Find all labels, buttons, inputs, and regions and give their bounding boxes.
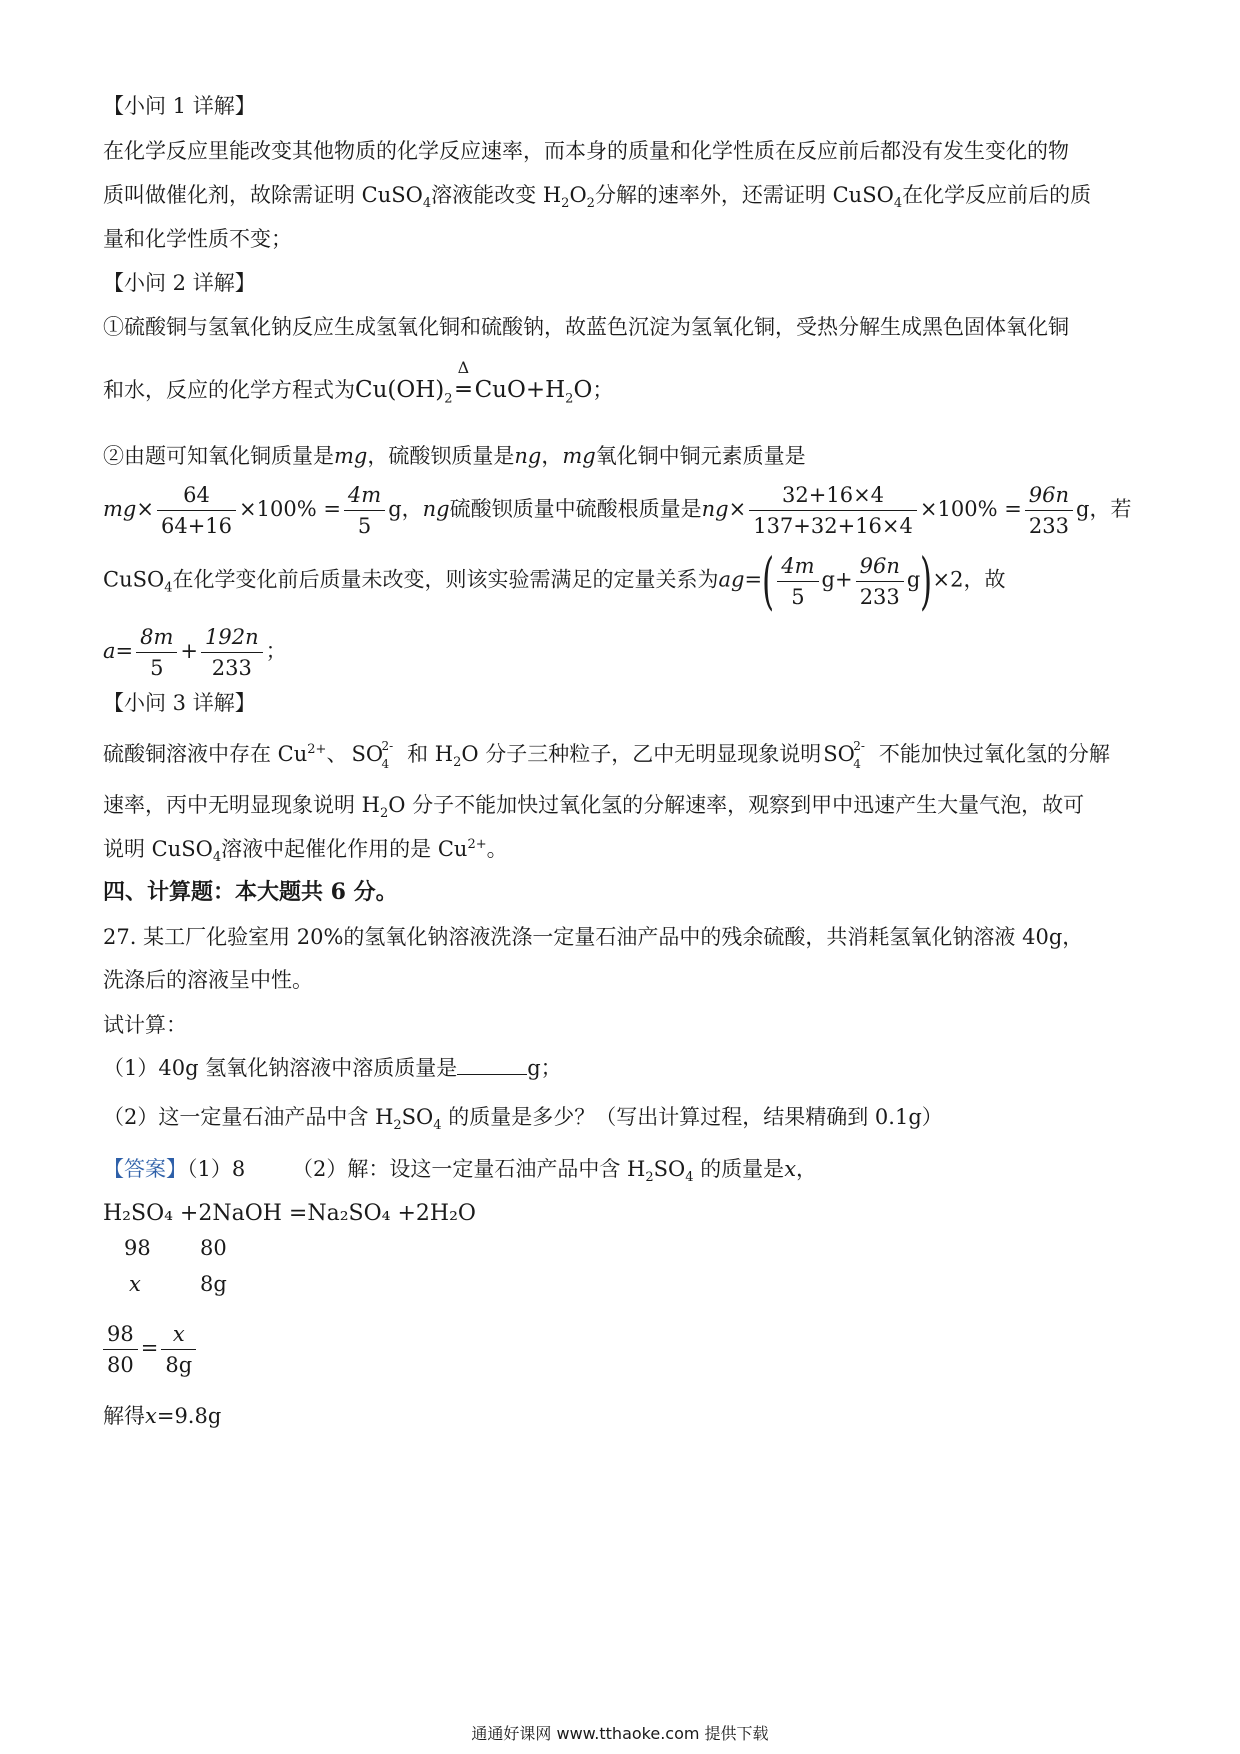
sub2-line3: ②由题可知氧化铜质量是mg，硫酸钡质量是ng，mg氧化铜中铜元素质量是 [103,444,806,468]
answer-line: 【答案】（1）8 （2）解：设这一定量石油产品中含 $H_2SO_4$ 的质量是x， [103,1157,818,1186]
answer-tag: 【答案】 [103,1157,187,1181]
sub1-line3: 量和化学性质不变； [103,227,292,251]
sub3-line3: 说明 CuSO$_4$溶液中起催化作用的是 $Cu^{2+}$。 [103,837,508,866]
sub2-relation-line: CuSO$_4$在化学变化前后质量未改变，则该实验需满足的定量关系为ag=( $\frac{4m}{5}$ g+ $\frac{96n}{233}$ g)×2，故 [103,544,1006,617]
fraction-4m-5: $\frac{4m}{5}$ [344,482,385,539]
fraction-96n-233: $\frac{96n}{233}$ [1025,482,1073,539]
q27-part1: （1）40g 氢氧化钠溶液中溶质质量是 g； [103,1056,562,1080]
sulfate-ion: SO 2- 4 [351,739,394,771]
known-8g: 8g [200,1272,227,1296]
sub2-line1: ①硫酸铜与氢氧化钠反应生成氢氧化铜和硫酸钠，故蓝色沉淀为氢氧化铜，受热分解生成黑色固体氧化铜 [103,315,1069,339]
q27-part2: （2）这一定量石油产品中含 $H_2SO_4$ 的质量是多少？（写出计算过程，结果精确到 0.1g） [103,1105,943,1134]
section-heading: 四、计算题：本大题共 6 分。 [103,879,398,905]
fraction-so4: $\frac{32+16\times 4}{137+32+16\times 4}$ [749,482,917,539]
molar-mass-h2so4: 98 [124,1236,151,1260]
answer-blank [457,1056,527,1075]
proportion: $\frac{98}{80}$ = $\frac{x}{8g}$ [100,1318,199,1378]
unknown-x: x [129,1272,141,1296]
sub1-line1: 在化学反应里能改变其他物质的化学反应速率，而本身的质量和化学性质在反应前后都没有发生变化的物 [103,139,1069,163]
sulfate-ion: SO 2- 4 [823,739,865,771]
sub1-line2: 质叫做催化剂，故除需证明 CuSO$_4$溶液能改变 $H_2O_2$分解的速率外，还需证明 CuSO$_4$在化学反应前后的质 [103,183,1092,212]
sub2-result-line: a= $\frac{8m}{5}$ + $\frac{192n}{233}$ ； [103,625,287,680]
sub3-line2: 速率，丙中无明显现象说明 $H_2O$ 分子不能加快过氧化氢的分解速率，观察到甲中迅速产生大量气泡，故可 [103,793,1085,822]
sub2-formula-line: mg× $\frac{64}{64+16}$ ×100% = $\frac{4m}{5}$ g，ng硫酸钡质量中硫酸根质量是ng× $\frac{32+16\times 4}{137+32+16\times 4}$ ×100% = $\frac{96n}{233}$ g，若 [103,483,1132,538]
molar-mass-naoh: 80 [200,1236,227,1260]
sub3-title: 【小问 3 详解】 [103,691,256,715]
reaction-equation: H₂SO₄ +2NaOH =Na₂SO₄ +2H₂O [103,1201,476,1226]
heat-delta-sign: Δ ═ [456,358,471,403]
sub2-equation-line: 和水，反应的化学方程式为$Cu(OH)_2$ Δ ═ $CuO+H_2O$； [103,358,614,407]
sub3-line1: 硫酸铜溶液中存在 $Cu^{2+}$、 SO 2- 4 和 $H_2O$ 分子三种粒子，乙中无明显现象说明SO 2- 4 不能加快过氧化氢的分解 [103,739,1110,771]
sub2-title: 【小问 2 详解】 [103,271,256,295]
q27-line2: 洗涤后的溶液呈中性。 [103,968,313,992]
solution-result: 解得x=9.8g [103,1404,222,1428]
q27-line3: 试计算： [103,1013,187,1037]
fraction-cu: $\frac{64}{64+16}$ [157,482,236,539]
page-footer: 通通好课网 www.tthaoke.com 提供下载 [471,1724,769,1743]
sub1-title: 【小问 1 详解】 [103,94,256,118]
q27-line1: 27. 某工厂化验室用 20%的氢氧化钠溶液洗涤一定量石油产品中的残余硫酸，共消耗氢氧化钠溶液 40g， [103,925,1084,949]
